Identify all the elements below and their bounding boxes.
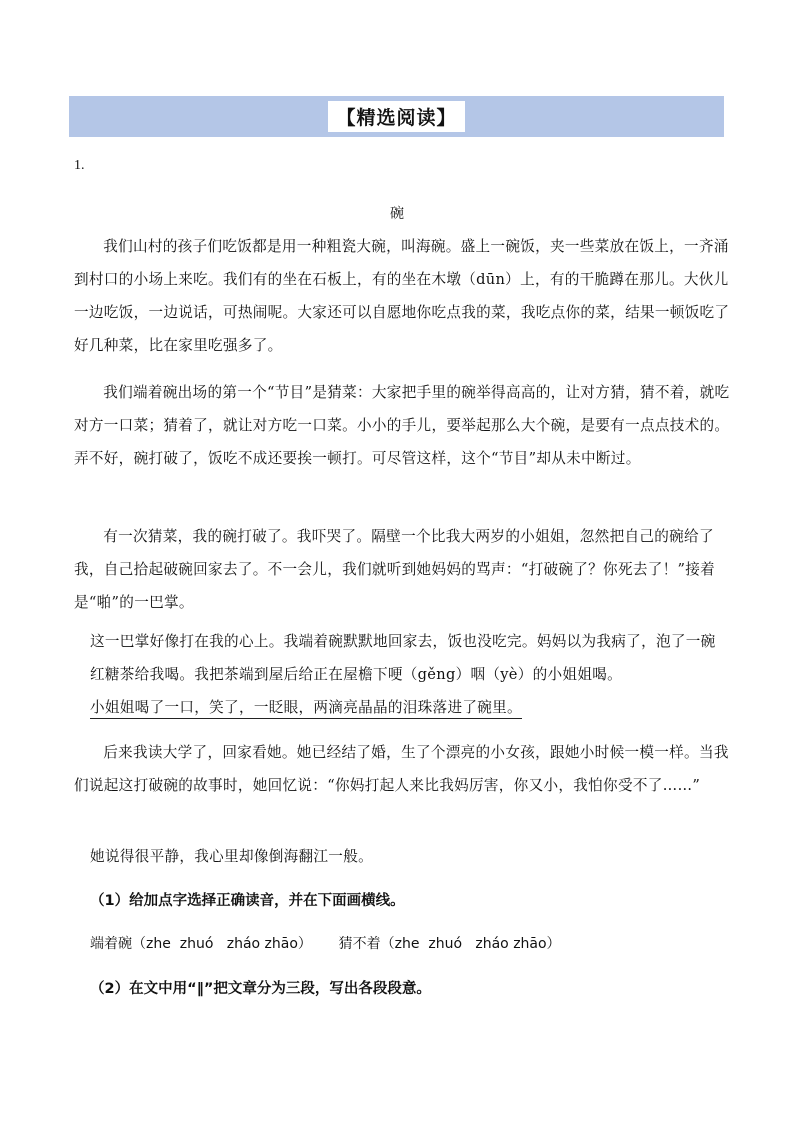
paragraph-6: 她说得很平静，我心里却像倒海翻江一般。 xyxy=(90,848,373,865)
underlined-sentence: 小姐姐喝了一口，笑了，一眨眼，两滴亮晶晶的泪珠落进了碗里。 xyxy=(90,699,522,719)
paragraph-1: 我们山村的孩子们吃饭都是用一种粗瓷大碗，叫海碗。盛上一碗饭，夹一些菜放在饭上，一齐涌到村口的小场上来吃。我们有的坐在石板上，有的坐在木墩（dūn）上，有的干脆蹲在那儿。大伙儿一边吃饭，一边说话，可热闹呢。大家还可以自愿地你吃点我的菜，我吃点你的菜，结果一顿饭吃了好几种菜，比在家里吃强多了。 xyxy=(74,238,730,354)
paragraph-3: 有一次猜菜，我的碗打破了。我吓哭了。隔壁一个比我大两岁的小姐姐，忽然把自己的碗给了我，自己拾起破碗回家去了。不一会儿，我们就听到她妈妈的骂声：“打破碗了？你死去了！”接着是“啪”的一巴掌。 xyxy=(74,528,716,611)
question-number: 1. xyxy=(74,158,85,173)
article-title: 碗 xyxy=(390,206,404,222)
paragraph-2: 我们端着碗出场的第一个“节目”是猜菜：大家把手里的碗举得高高的，让对方猜，猜不着，就吃对方一口菜；猜着了，就让对方吃一口菜。小小的手儿，要举起那么大个碗，是要有一点点技术的。弄不好，碗打破了，饭吃不成还要挨一顿打。可尽管这样，这个“节目”却从未中断过。 xyxy=(74,384,730,467)
question-2: （2）在文中用“‖”把文章分为三段，写出各段段意。 xyxy=(90,981,431,997)
pronunciation-options: 端着碗（zhe zhuó zháo zhāo） 猜不着（zhe zhuó zháo zhāo） xyxy=(90,936,561,952)
paragraph-4-text: 这一巴掌好像打在我的心上。我端着碗默默地回家去，饭也没吃完。妈妈以为我病了，泡了一碗红糖茶给我喝。我把茶端到屋后给正在屋檐下哽（gěng）咽（yè）的小姐姐喝。 xyxy=(90,633,716,683)
section-header-bar xyxy=(69,96,724,137)
section-title: 【精选阅读】 xyxy=(328,101,464,132)
paragraph-4 xyxy=(90,625,730,724)
paragraph-5: 后来我读大学了，回家看她。她已经结了婚，生了个漂亮的小女孩，跟她小时候一模一样。当我们说起这打破碗的故事时，她回忆说：“你妈打起人来比我妈厉害，你又小，我怕你受不了……” xyxy=(74,744,729,794)
question-1: （1）给加点字选择正确读音，并在下面画横线。 xyxy=(90,893,405,909)
